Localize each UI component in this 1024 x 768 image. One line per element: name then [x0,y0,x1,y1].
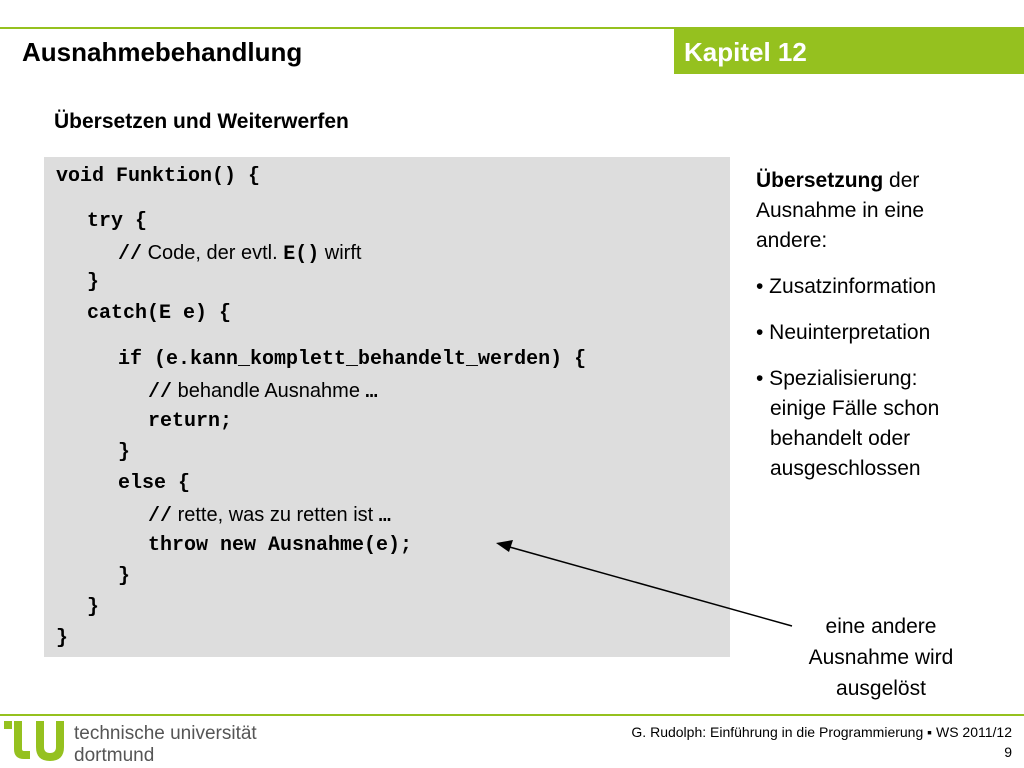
code-line: throw new Ausnahme(e); [148,534,413,557]
footer-rule [0,714,1024,716]
university-line: technische universität [74,723,257,744]
code-line [148,379,378,405]
tu-logo-icon [2,717,72,767]
course-reference: G. Rudolph: Einführung in die Programmierung ▪ WS 2011/12 [631,724,1012,740]
comment-text: Code, der evtl. [142,242,284,264]
bullet-item: • Neuinterpretation [756,321,931,344]
section-subtitle: Übersetzen und Weiterwerfen [54,110,349,133]
comment-marker: // [118,243,143,266]
code-line: } [118,441,131,464]
code-line: } [87,596,100,619]
inline-code: E() [283,243,320,266]
bullet-item: • Spezialisierung: [756,367,918,390]
ellipsis: … [365,381,378,404]
side-heading-rest: der [883,169,920,192]
side-heading [756,166,919,196]
code-line: } [118,565,131,588]
callout-line: Ausnahme wird [808,646,954,669]
ellipsis: … [378,505,391,528]
university-name [74,723,257,767]
side-heading-line: Ausnahme in eine [756,199,925,222]
side-heading-line: andere: [756,229,828,252]
callout-line: ausgelöst [836,677,926,700]
page-title: Ausnahmebehandlung [22,37,303,67]
code-line: try { [87,210,148,233]
comment-marker: // [148,381,173,404]
bullet-item: • Zusatzinformation [756,275,937,298]
code-line: } [87,271,100,294]
code-line [148,503,391,529]
side-heading-bold: Übersetzung [756,169,884,192]
code-line: else { [118,472,191,495]
code-line: void Funktion() { [56,165,261,188]
comment-text: wirft [319,242,362,264]
code-line: return; [148,410,233,433]
code-line: } [56,627,69,650]
callout-note [760,611,1002,704]
comment-text: behandle Ausnahme [172,380,366,402]
code-line [118,241,361,267]
code-block [44,157,730,657]
chapter-badge: Kapitel 12 [674,29,1024,74]
code-line: catch(E e) { [87,302,232,325]
university-line: dortmund [74,745,155,766]
footer-reference [631,722,1012,762]
logo-text: tu [2,717,3,718]
code-line: if (e.kann_komplett_behandelt_werden) { [118,348,587,371]
callout-line: eine andere [825,615,937,638]
page-number: 9 [1004,744,1012,760]
bullet-item-continuation: behandelt oder [770,427,911,450]
bullet-item-continuation: einige Fälle schon [770,397,940,420]
comment-marker: // [148,505,173,528]
bullet-item-continuation: ausgeschlossen [770,457,921,480]
comment-text: rette, was zu retten ist [172,504,379,526]
